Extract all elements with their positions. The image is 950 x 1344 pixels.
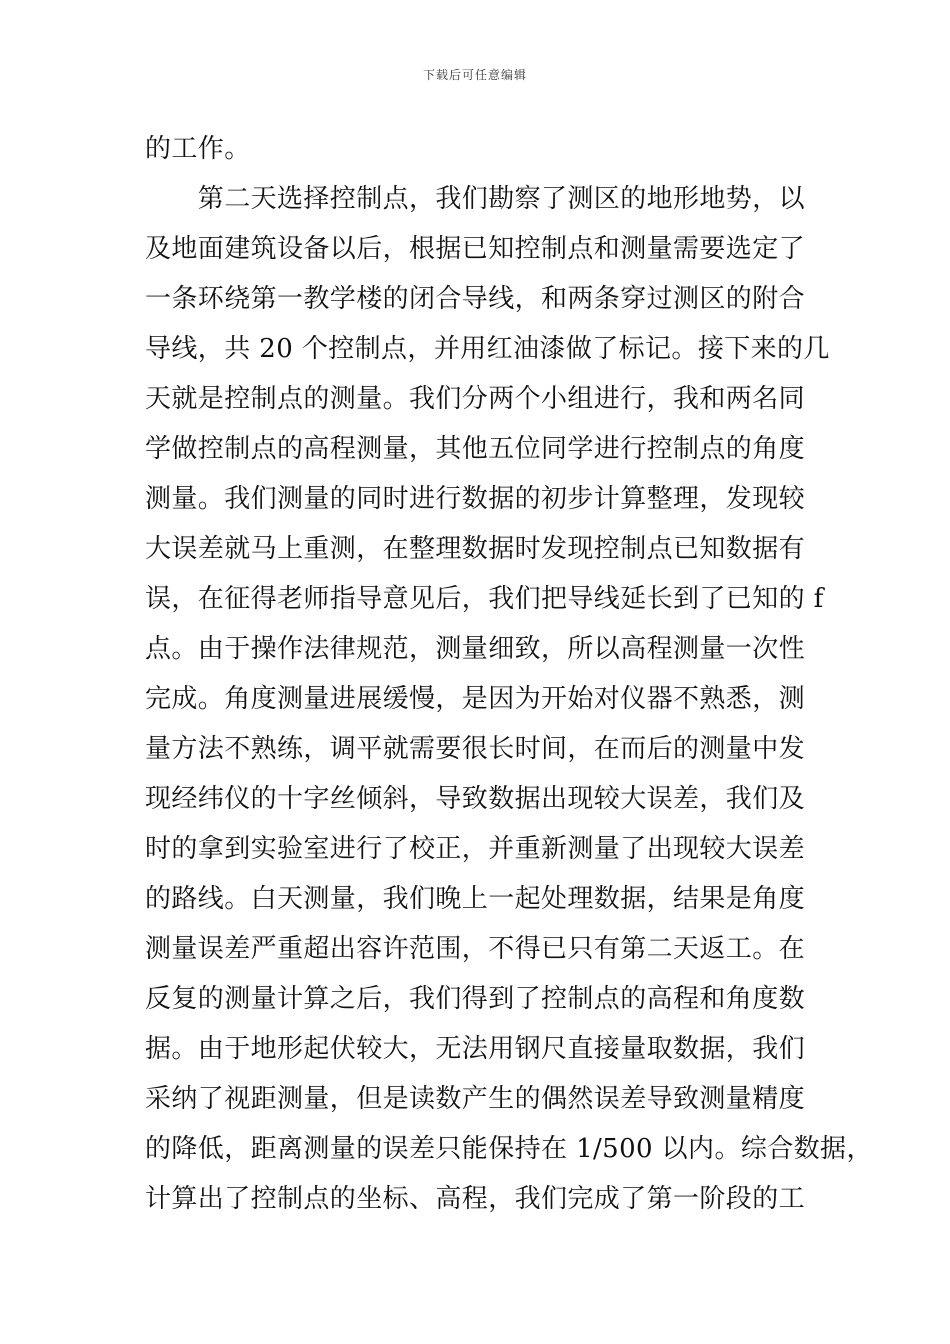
header-note: 下载后可任意编辑 <box>422 68 527 82</box>
text-line: 量方法不熟练，调平就需要很长时间，在而后的测量中发 <box>145 734 806 764</box>
text-line: 一条环绕第一教学楼的闭合导线，和两条穿过测区的附合 <box>145 284 806 314</box>
text-line: 点。由于操作法律规范，测量细致，所以高程测量一次性 <box>145 634 806 664</box>
body-text <box>145 124 873 1224</box>
text-line: 及地面建筑设备以后，根据已知控制点和测量需要选定了 <box>145 234 806 264</box>
text-line: 计算出了控制点的坐标、高程，我们完成了第一阶段的工 <box>145 1184 806 1214</box>
text-line: 导线，共 20 个控制点，并用红油漆做了标记。接下来的几 <box>145 334 830 364</box>
text-line: 第二天选择控制点，我们勘察了测区的地形地势，以 <box>145 184 806 214</box>
text-line: 天就是控制点的测量。我们分两个小组进行，我和两名同 <box>145 384 806 414</box>
text-line: 测量。我们测量的同时进行数据的初步计算整理，发现较 <box>145 484 806 514</box>
text-line: 的工作。 <box>145 134 251 164</box>
text-line: 完成。角度测量进展缓慢，是因为开始对仪器不熟悉，测 <box>145 684 806 714</box>
text-line: 误，在征得老师指导意见后，我们把导线延长到了已知的 f <box>145 584 824 614</box>
text-line: 学做控制点的高程测量，其他五位同学进行控制点的角度 <box>145 434 806 464</box>
text-line: 时的拿到实验室进行了校正，并重新测量了出现较大误差 <box>145 834 806 864</box>
text-line: 的降低，距离测量的误差只能保持在 1/500 以内。综合数据， <box>145 1134 873 1164</box>
text-line: 测量误差严重超出容许范围，不得已只有第二天返工。在 <box>145 934 806 964</box>
text-line: 现经纬仪的十字丝倾斜，导致数据出现较大误差，我们及 <box>145 784 806 814</box>
text-line: 的路线。白天测量，我们晚上一起处理数据，结果是角度 <box>145 884 806 914</box>
text-line: 采纳了视距测量，但是读数产生的偶然误差导致测量精度 <box>145 1084 806 1114</box>
text-line: 据。由于地形起伏较大，无法用钢尺直接量取数据，我们 <box>145 1034 806 1064</box>
text-line: 反复的测量计算之后，我们得到了控制点的高程和角度数 <box>145 984 806 1014</box>
text-line: 大误差就马上重测，在整理数据时发现控制点已知数据有 <box>145 534 806 564</box>
